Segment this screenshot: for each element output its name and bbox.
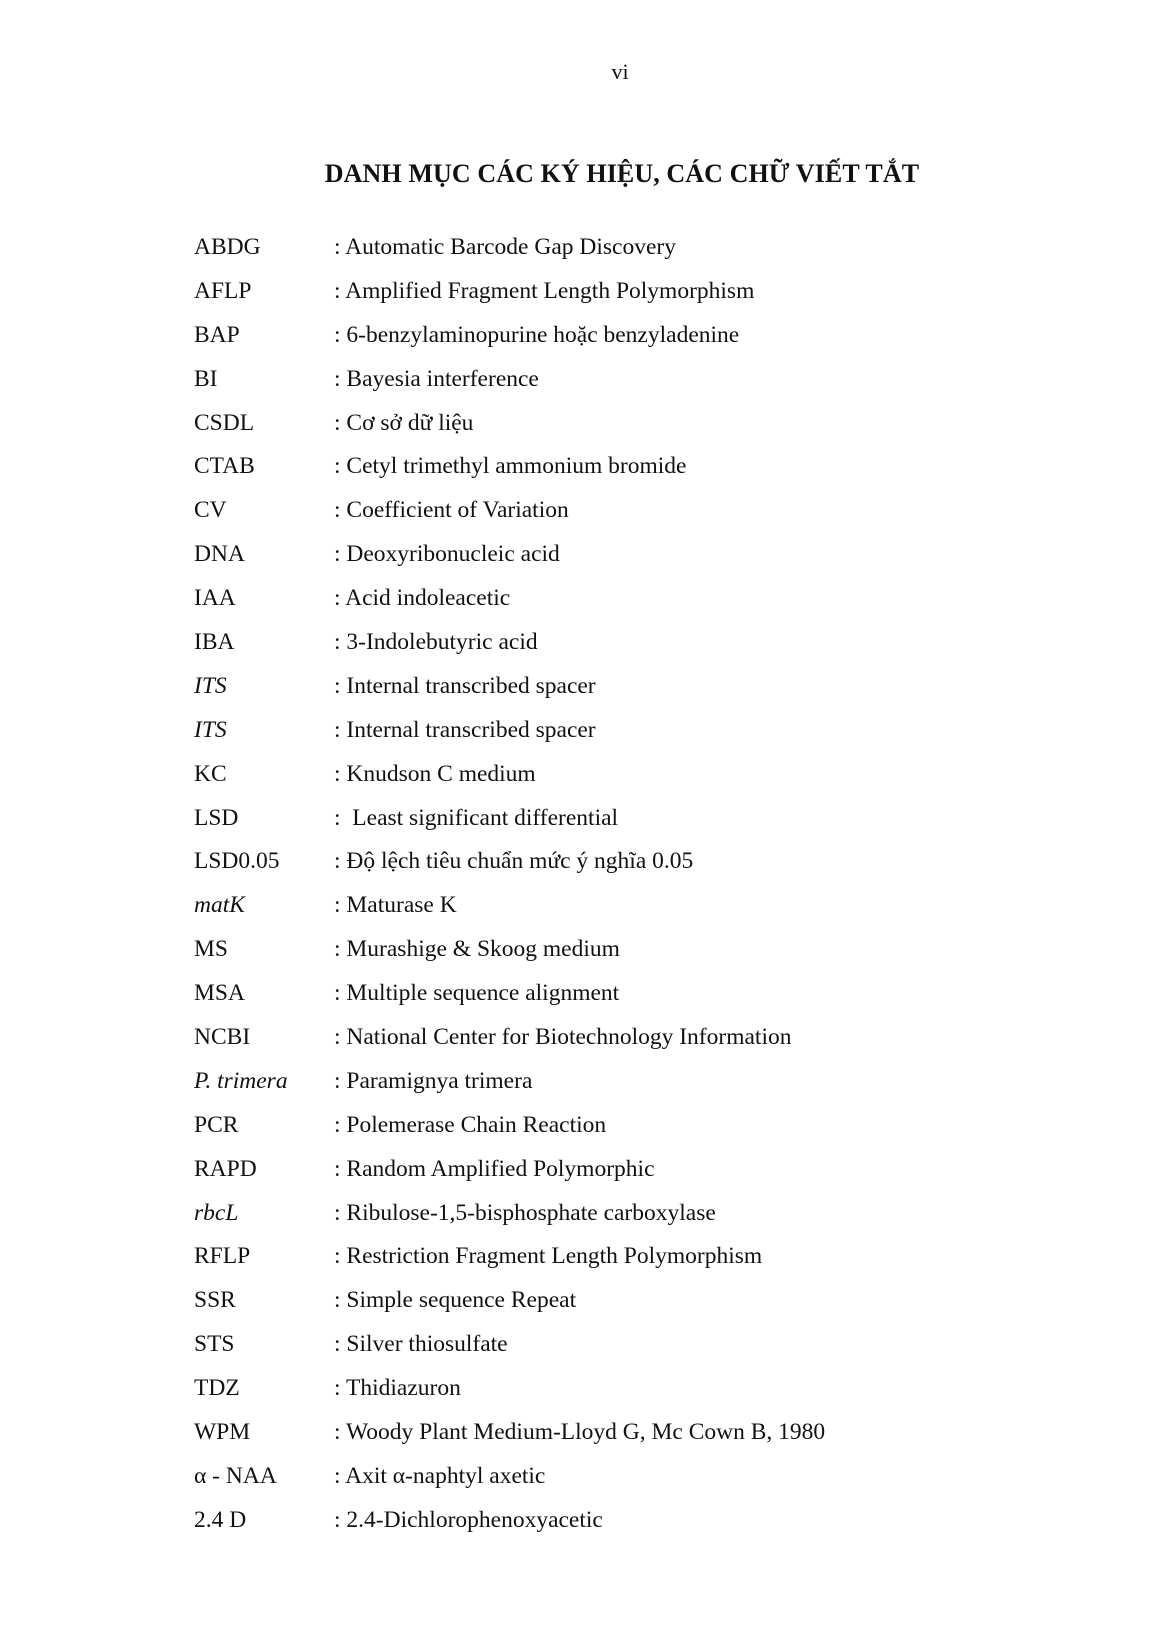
abbreviation-term: α - NAA	[194, 1462, 277, 1489]
abbreviation-definition: : 3-Indolebutyric acid	[334, 628, 538, 655]
abbreviation-list	[194, 225, 1094, 1542]
abbreviation-definition: : Simple sequence Repeat	[334, 1287, 577, 1314]
abbreviation-definition: : Random Amplified Polymorphic	[334, 1155, 655, 1182]
abbreviation-row	[194, 225, 1094, 269]
abbreviation-term: NCBI	[194, 1023, 251, 1050]
abbreviation-definition: : 6-benzylaminopurine hoặc benzyladenine	[334, 321, 740, 348]
abbreviation-definition: : Least significant differential	[334, 804, 619, 831]
abbreviation-term: DNA	[194, 541, 245, 568]
abbreviation-term: WPM	[194, 1418, 251, 1445]
abbreviation-definition: : Knudson C medium	[334, 760, 536, 787]
abbreviation-row	[194, 1278, 1094, 1322]
abbreviation-definition: : Acid indoleacetic	[334, 585, 511, 612]
abbreviation-row	[194, 1410, 1094, 1454]
abbreviation-definition: : Cetyl trimethyl ammonium bromide	[334, 453, 687, 480]
abbreviation-term: SSR	[194, 1287, 236, 1314]
abbreviation-definition: : Internal transcribed spacer	[334, 672, 596, 699]
abbreviation-definition: : Maturase K	[334, 892, 457, 919]
abbreviation-row	[194, 1234, 1094, 1278]
abbreviation-row	[194, 839, 1094, 883]
abbreviation-term: CTAB	[194, 453, 255, 480]
abbreviation-term: BAP	[194, 321, 240, 348]
abbreviation-row	[194, 1103, 1094, 1147]
abbreviation-row	[194, 488, 1094, 532]
abbreviation-definition: : Coefficient of Variation	[334, 497, 569, 524]
abbreviation-term: 2.4 D	[194, 1506, 247, 1533]
abbreviation-term: ITS	[194, 716, 227, 743]
abbreviation-term: LSD0.05	[194, 848, 280, 875]
abbreviation-term: RFLP	[194, 1243, 251, 1270]
abbreviation-row	[194, 1147, 1094, 1191]
abbreviation-definition: : Automatic Barcode Gap Discovery	[334, 233, 676, 260]
abbreviation-definition: : Internal transcribed spacer	[334, 716, 596, 743]
abbreviation-row	[194, 269, 1094, 313]
abbreviation-row	[194, 313, 1094, 357]
abbreviation-definition: : Murashige & Skoog medium	[334, 936, 620, 963]
abbreviation-definition: : Polemerase Chain Reaction	[334, 1111, 607, 1138]
abbreviation-definition: : Restriction Fragment Length Polymorphism	[334, 1243, 763, 1270]
abbreviation-row	[194, 444, 1094, 488]
abbreviation-row	[194, 971, 1094, 1015]
abbreviation-row	[194, 796, 1094, 840]
abbreviation-row	[194, 1498, 1094, 1542]
abbreviation-row	[194, 1454, 1094, 1498]
abbreviation-term: IAA	[194, 585, 236, 612]
abbreviation-term: TDZ	[194, 1375, 240, 1402]
abbreviation-term: RAPD	[194, 1155, 257, 1182]
abbreviation-term: KC	[194, 760, 227, 787]
abbreviation-definition: : Multiple sequence alignment	[334, 980, 620, 1007]
abbreviation-row	[194, 1191, 1094, 1235]
abbreviation-definition: : Bayesia interference	[334, 365, 539, 392]
abbreviation-term: BI	[194, 365, 218, 392]
abbreviation-definition: : Axit α-naphtyl axetic	[334, 1462, 546, 1489]
abbreviation-term: IBA	[194, 628, 235, 655]
abbreviation-row	[194, 883, 1094, 927]
abbreviation-term: AFLP	[194, 277, 252, 304]
abbreviation-definition: : National Center for Biotechnology Information	[334, 1023, 792, 1050]
abbreviation-row	[194, 664, 1094, 708]
abbreviation-term: LSD	[194, 804, 239, 831]
abbreviation-row	[194, 1015, 1094, 1059]
abbreviation-definition: : Amplified Fragment Length Polymorphism	[334, 277, 755, 304]
abbreviation-term: CV	[194, 497, 227, 524]
abbreviation-row	[194, 401, 1094, 445]
abbreviation-term: MS	[194, 936, 228, 963]
abbreviation-term: matK	[194, 892, 245, 919]
abbreviation-definition: : Cơ sở dữ liệu	[334, 409, 474, 436]
abbreviation-row	[194, 576, 1094, 620]
page-title: DANH MỤC CÁC KÝ HIỆU, CÁC CHỮ VIẾT TẮT	[324, 159, 920, 188]
abbreviation-definition: : Woody Plant Medium-Lloyd G, Mc Cown B, 1980	[334, 1418, 826, 1445]
abbreviation-term: MSA	[194, 980, 245, 1007]
abbreviation-term: ITS	[194, 672, 227, 699]
abbreviation-row	[194, 620, 1094, 664]
abbreviation-term: P. trimera	[194, 1067, 288, 1094]
abbreviation-term: rbcL	[194, 1199, 239, 1226]
abbreviation-definition: : Thidiazuron	[334, 1375, 461, 1402]
abbreviation-definition: : Deoxyribonucleic acid	[334, 541, 560, 568]
abbreviation-definition: : Silver thiosulfate	[334, 1331, 508, 1358]
abbreviation-definition: : Ribulose-1,5-bisphosphate carboxylase	[334, 1199, 716, 1226]
abbreviation-row	[194, 532, 1094, 576]
abbreviation-row	[194, 357, 1094, 401]
abbreviation-row	[194, 752, 1094, 796]
abbreviation-row	[194, 1366, 1094, 1410]
abbreviation-row	[194, 927, 1094, 971]
abbreviation-term: CSDL	[194, 409, 255, 436]
page-number: vi	[611, 59, 629, 84]
abbreviation-term: ABDG	[194, 233, 261, 260]
abbreviation-definition: : Paramignya trimera	[334, 1067, 533, 1094]
abbreviation-term: STS	[194, 1331, 235, 1358]
abbreviation-definition: : Độ lệch tiêu chuẩn mức ý nghĩa 0.05	[334, 848, 694, 875]
abbreviation-term: PCR	[194, 1111, 239, 1138]
abbreviation-row	[194, 708, 1094, 752]
abbreviation-row	[194, 1322, 1094, 1366]
abbreviation-row	[194, 1059, 1094, 1103]
abbreviation-definition: : 2.4-Dichlorophenoxyacetic	[334, 1506, 603, 1533]
